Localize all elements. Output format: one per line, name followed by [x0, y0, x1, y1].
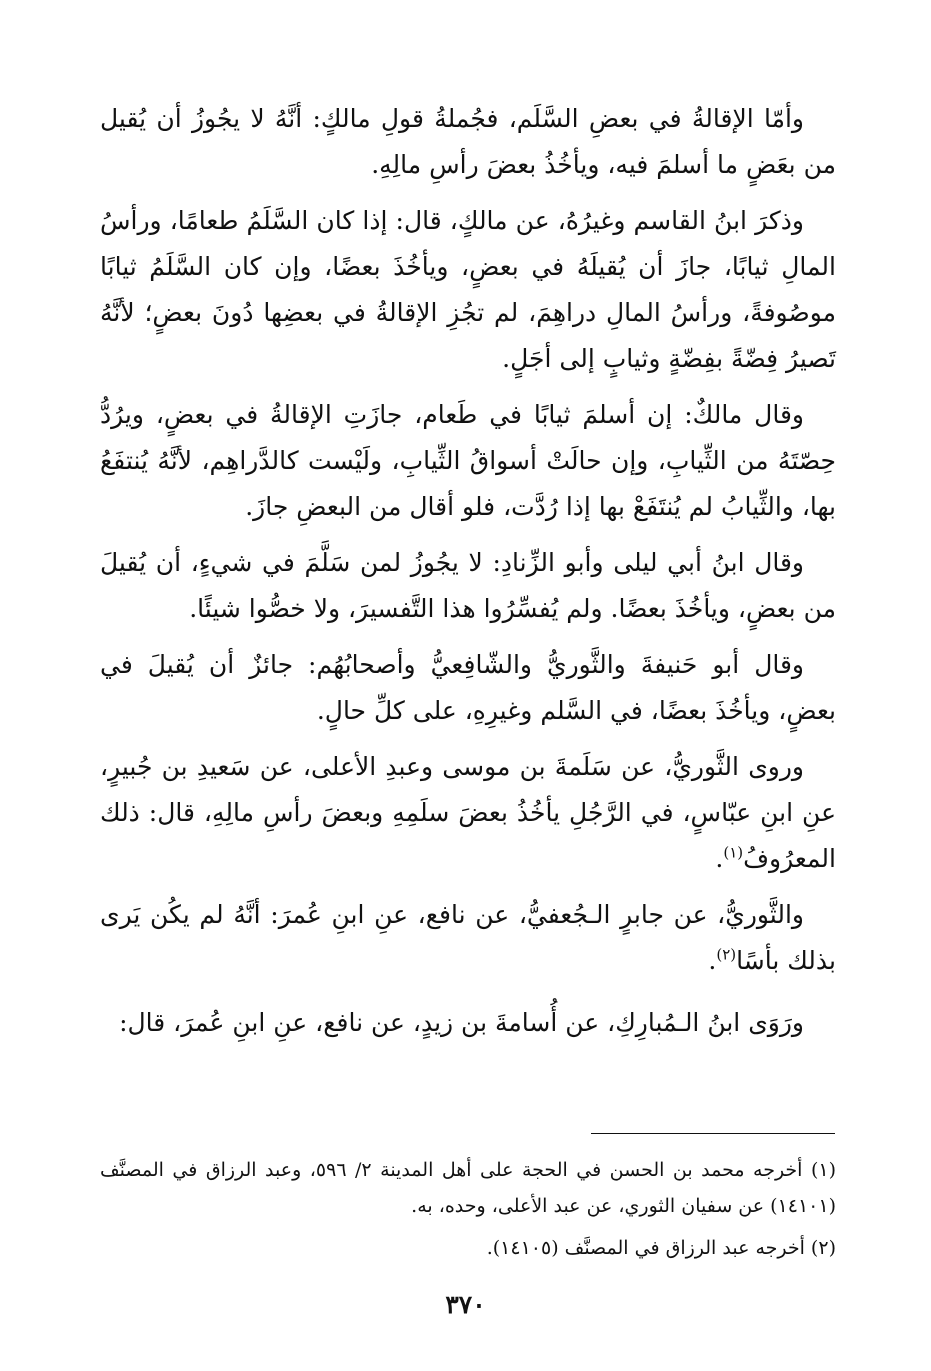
paragraph-end-mark: .	[715, 844, 724, 873]
paragraph-5	[100, 642, 836, 734]
paragraph-6	[100, 744, 836, 882]
paragraph-end-mark: .	[708, 946, 717, 975]
paragraph-text: وروى الثَّوريُّ، عن سَلَمةَ بن موسى وعبدِ الأعلى، عن سَعيدِ بن جُبيرٍ، عنِ ابنِ عبّاسٍ، في الرَّجُلِ يأخُذُ بعضَ سلَمِهِ وبعضَ رأسِ مالِهِ، قال: ذلك المعرُوفُ	[100, 752, 836, 873]
footnotes-section	[100, 1152, 836, 1272]
paragraph-4	[100, 540, 836, 632]
footnote-reference-2[interactable]: (٢)	[716, 945, 737, 964]
paragraph-text: وقال أبو حَنيفةَ والثَّوريُّ والشّافِعيُّ وأصحابُهُم: جائزٌ أن يُقيلَ في بعضٍ، ويأخُذَ بعضًا، في السَّلم وغيرِهِ، على كلِّ حالٍ.	[100, 650, 836, 725]
paragraph-7	[100, 892, 836, 984]
footnote-1	[100, 1152, 836, 1224]
paragraph-text: والثَّوريُّ، عن جابرٍ الـجُعفيُّ، عن نافع، عنِ ابنِ عُمرَ: أنَّهُ لم يكُن يَرى بذلك بأسًا	[100, 900, 836, 975]
paragraph-8	[100, 1000, 836, 1046]
paragraph-text: وأمّا الإقالةُ في بعضِ السَّلَم، فجُملةُ قولِ مالكٍ: أنَّهُ لا يجُوزُ أن يُقيل من بعَضٍ ما أسلمَ فيه، ويأخُذُ بعضَ رأسِ مالِهِ.	[100, 104, 836, 179]
paragraph-text: وذكرَ ابنُ القاسم وغيرُهُ، عن مالكٍ، قال: إذا كان السَّلَمُ طعامًا، ورأسُ المالِ ثيابًا، جازَ أن يُقيلَهُ في بعضٍ، ويأخُذَ بعضًا، وإن كان السَّلَمُ ثيابًا موصُوفةً، ورأسُ المالِ دراهِمَ، لم تجُزِ الإقالةُ في بعضِها دُونَ بعضٍ؛ لأنَّهُ تَصيرُ فِضّةً بفِضّةٍ وثيابٍ إلى أجَلٍ.	[100, 206, 836, 373]
footnote-text: (٢) أخرجه عبد الرزاق في المصنَّف (١٤١٠٥).	[486, 1237, 836, 1259]
paragraph-text: وقال ابنُ أبي ليلى وأبو الزِّنادِ: لا يجُوزُ لمن سَلَّمَ في شيءٍ، أن يُقيلَ من بعضٍ، ويأخُذَ بعضًا. ولم يُفسِّرُوا هذا التَّفسيرَ، ولا خصُّوا شيئًا.	[100, 548, 836, 623]
paragraph-3	[100, 392, 836, 530]
footnote-separator	[591, 1133, 835, 1134]
footnote-reference-1[interactable]: (١)	[723, 843, 744, 862]
footnote-2	[100, 1230, 836, 1266]
paragraph-text: ورَوَى ابنُ الـمُبارِكِ، عن أُسامةَ بن زيدٍ، عن نافع، عنِ ابنِ عُمرَ، قال:	[119, 1008, 804, 1037]
footnote-text: (١) أخرجه محمد بن الحسن في الحجة على أهل المدينة ٢/ ٥٩٦، وعبد الرزاق في المصنَّف (١٤١٠١) عن سفيان الثوري، عن عبد الأعلى، وحده، به.	[100, 1159, 836, 1217]
main-text	[100, 96, 836, 1056]
paragraph-text: وقال مالكٌ: إن أسلمَ ثيابًا في طَعام، جازَتِ الإقالةُ في بعضٍ، ويرُدُّ حِصّتَهُ من الثِّيابِ، وإن حالَتْ أسواقُ الثِّيابِ، ولَيْست كالدَّراهِم، لأنَّهُ يُنتفَعُ بها، والثِّيابُ لم يُنتَفَعْ بها إذا رُدَّت، فلو أقال من البعضِ جازَ.	[100, 400, 836, 521]
paragraph-2	[100, 198, 836, 382]
paragraph-1	[100, 96, 836, 188]
page-number: ٣٧٠	[445, 1290, 486, 1319]
